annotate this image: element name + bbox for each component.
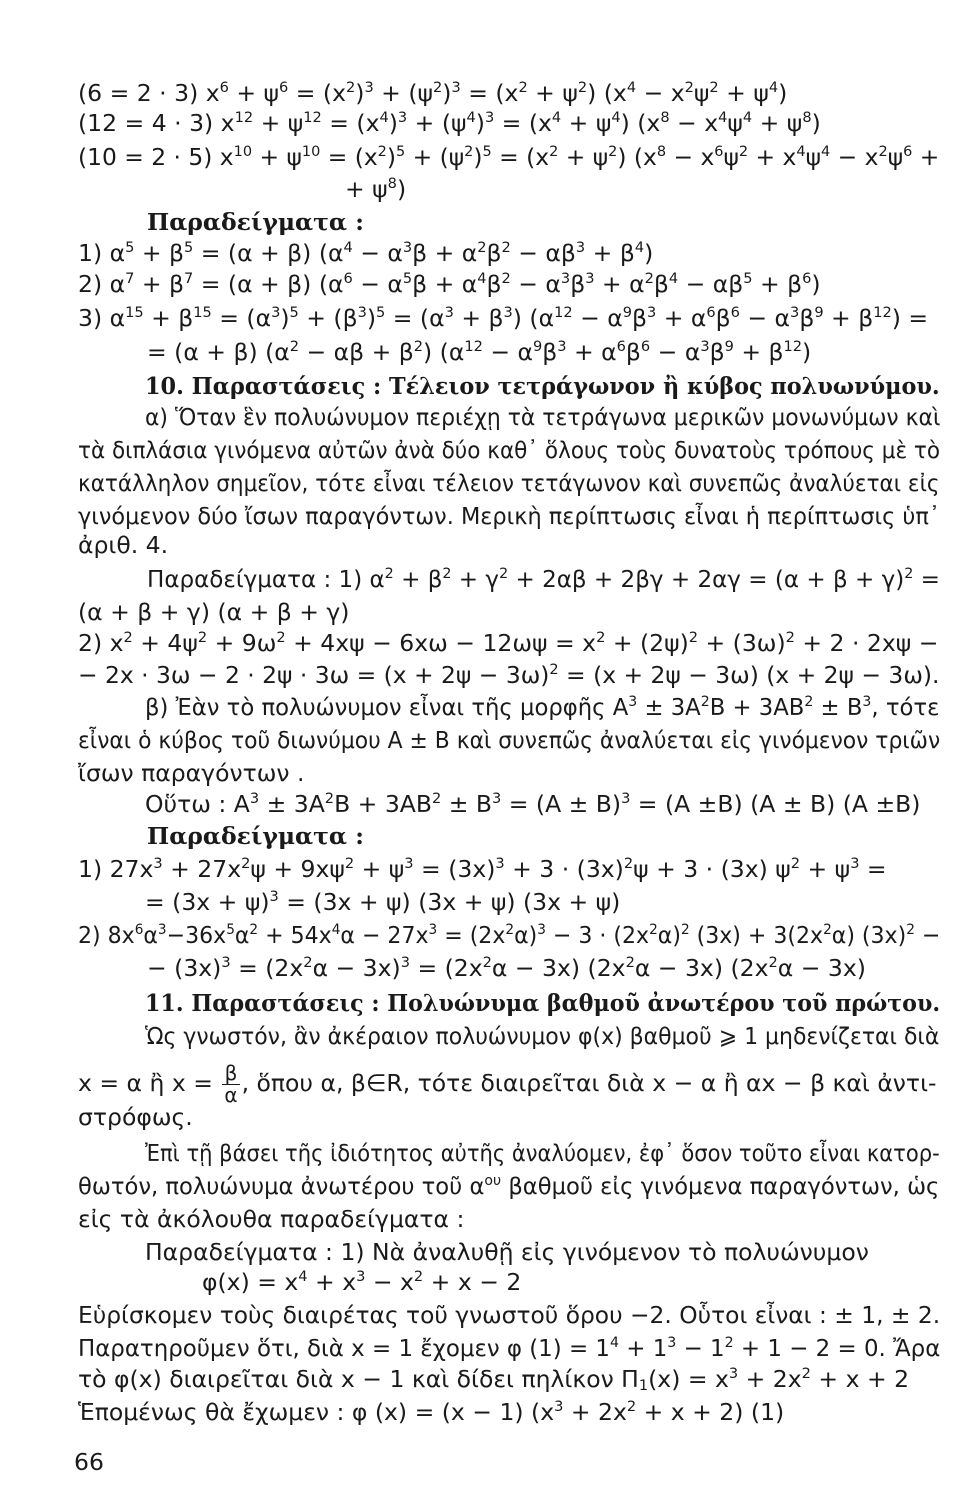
text-line: Οὕτω : $A^3 \pm 3A^2B + 3AB^2 \pm B^3 = (A \pm B)^3 = (A \pm B) (A \pm B)$ (Α ±Β)	[145, 789, 921, 818]
text-line: 1) $\alpha^5 + \beta^5 = (\alpha + \beta) (\alpha^4 - \alpha^3\beta + \alpha^2\beta^2 - \alpha\beta^3 + \beta^4)$	[78, 238, 654, 267]
text-line: Παραδείγματα : 1) Νὰ ἀναλυθῇ εἰς γινόμενον τὸ πολυώνυμον	[145, 1238, 869, 1266]
text-line: $\varphi(x) = x^4 + x^3 - x^2 + x - 2$	[202, 1267, 522, 1296]
text-line: Ὡς γνωστόν, ἂν ἀκέραιον πολυώνυμον φ(x) βαθμοῦ ⩾ 1 μηδενίζεται διὰ	[145, 1022, 940, 1050]
text-line: + $\psi^8$)	[345, 174, 407, 203]
text-line: γινόμενον δύο ἴσων παραγόντων. Μερικὴ περίπτωσις εἶναι ἡ περίπτωσις ὑπ᾽	[78, 502, 941, 530]
text-line: x = α ἢ x = $\frac{\beta}{\alpha}$ , ὅπου α, β∈R, τότε διαιρεῖται διὰ x − α ἢ αx − β καὶ ἀντι-	[78, 1061, 937, 1107]
text-line: εἰς τὰ ἀκόλουθα παραδείγματα :	[78, 1205, 465, 1233]
text-line: − $2x \cdot 3\omega - 2 \cdot 2\psi \cdot 3\omega = (x + 2\psi - 3\omega)^2 = (x + 2\psi - 3\omega)$ (x + 2ψ − 3ω).	[78, 660, 940, 689]
text-line: τὰ διπλάσια γινόμενα αὐτῶν ἀνὰ δύο καθ᾽ ὅλους τοὺς δυνατοὺς τρόπους μὲ τὸ	[78, 436, 941, 464]
text-line: ἀριθ. 4.	[78, 531, 169, 559]
text-line: Ἐπὶ τῇ βάσει τῆς ἰδιότητος αὐτῆς ἀναλύομεν, ἐφ᾽ ὅσον τοῦτο εἶναι κατορ-	[145, 1139, 940, 1167]
text-line: εἶναι ὁ κύβος τοῦ διωνύμου Α ± Β καὶ συνεπῶς ἀναλύεται εἰς γινόμενον τριῶν	[78, 726, 941, 754]
text-line: στρόφως.	[78, 1103, 193, 1131]
text-line: (6 = 2 · 3) $x^6 + \psi^6 = (x^2)^3 + (\psi^2)^3 = (x^2 + \psi^2) (x^4 - x^2\psi^2 + \psi^4)$	[78, 78, 788, 107]
text-line: (12 = 4 · 3) $x^{12} + \psi^{12} = (x^4)^3 + (\psi^4)^3 = (x^4 + \psi^4) (x^8 - x^4\psi^4 + \psi^8)$	[78, 108, 821, 137]
text-line: = $(3x + \psi)^3 = (3x + \psi)$ (3x + ψ) (3x + ψ)	[145, 887, 621, 916]
page-number: 66	[74, 1448, 104, 1476]
text-line: 2) $\alpha^7 + \beta^7 = (\alpha + \beta) (\alpha^6 - \alpha^5\beta + \alpha^4\beta^2 - \alpha^3\beta^3 + \alpha^2\beta^4 - \alpha\beta^5 + \beta^6)$	[78, 269, 821, 298]
text-line: Παρατηροῦμεν ὅτι, διὰ x = 1 ἔχομεν φ $(1) = 1^4 + 1^3 - 1^2 + 1 - 2 = 0$. Ἄρα	[78, 1333, 941, 1362]
text-line: 3) $\alpha^{15} + \beta^{15} = (\alpha^3)^5 + (\beta^3)^5 = (\alpha^3 + \beta^3) (\alpha^{12} - \alpha^9\beta^3 + \alpha^6\beta^6 - \alpha^3\beta^9 + \beta^{12})$ =	[78, 303, 929, 332]
text-line: Παραδείγματα : 1) $\alpha^2 + \beta^2 + \gamma^2 + 2\alpha\beta + 2\beta\gamma + 2\alpha\gamma = (\alpha + \beta + \gamma)^2$ =	[147, 564, 940, 593]
examples-heading: Παραδείγματα :	[147, 208, 364, 236]
text-line: = (α + β) $(\alpha^2 - \alpha\beta + \beta^2) (\alpha^{12} - \alpha^9\beta^3 + \alpha^6\beta^6 - \alpha^3\beta^9 + \beta^{12})$	[147, 337, 812, 366]
text-line: κατάλληλον σημεῖον, τότε εἶναι τέλειον τετάγωνον καὶ συνεπῶς ἀναλύεται εἰς	[78, 469, 940, 497]
text-line: 1) $27x^3 + 27x^2\psi + 9x\psi^2 + \psi^3 = (3x)^3 + 3 \cdot (3x)^2\psi + 3 \cdot (3x) \psi^2 + \psi^3$ =	[78, 854, 887, 883]
text-line: 2) $x^2 + 4\psi^2 + 9\omega^2 + 4x\psi - 6x\omega - 12\omega\psi = x^2 + (2\psi)^2 + (3\omega)^2 + 2 \cdot 2x\psi$ −	[78, 628, 939, 657]
section-heading-11: 11. Παραστάσεις : Πολυώνυμα βαθμοῦ ἀνωτέρου τοῦ πρώτου.	[145, 989, 941, 1017]
examples-heading: Παραδείγματα :	[147, 822, 364, 850]
text-line: τὸ φ(x) διαιρεῖται διὰ x − 1 καὶ δίδει πηλίκον $\Pi_1(x) = x^3 + 2x^2 + x + 2$	[78, 1364, 910, 1394]
text-line: 2) $8x^6\alpha^3-36x^5\alpha^2 + 54x^4\alpha - 27x^3 = (2x^2\alpha)^3 - 3 \cdot (2x^2\alpha)^2$ $(3x) + 3(2x^2\alpha) (3x)^2$ −	[78, 920, 941, 949]
text-line: α) Ὅταν ἓν πολυώνυμον περιέχῃ τὰ τετράγωνα μερικῶν μονωνύμων καὶ	[145, 403, 941, 431]
text-line: β) Ἐὰν τὸ πολυώνυμον εἶναι τῆς μορφῆς $A^3 \pm 3A^2B + 3AB^2 \pm B^3$, τότε	[145, 692, 940, 721]
section-heading-10: 10. Παραστάσεις : Τέλειον τετράγωνον ἢ κύβος πολυωνύμου.	[145, 372, 940, 400]
text-line: (10 = 2 · 5) $x^{10} + \psi^{10} = (x^2)^5 + (\psi^2)^5 = (x^2 + \psi^2) (x^8 - x^6\psi^2 + x^4\psi^4 - x^2\psi^6$ +	[78, 142, 940, 171]
text-line: Ἑπομένως θὰ ἔχωμεν : φ (x) = (x − 1) $(x^3 + 2x^2 + x + 2)$ (1)	[78, 1397, 785, 1426]
text-line: − $(3x)^3 = (2x^2\alpha - 3x)^3 = (2x^2\alpha - 3x) (2x^2\alpha - 3x) (2x^2\alpha - 3x)$	[147, 953, 866, 982]
text-line: θωτόν, πολυώνυμα ἀνωτέρου τοῦ $\alpha^{o\upsilon}$ βαθμοῦ εἰς γινόμενα παραγόντων, ὡς	[78, 1171, 940, 1200]
text-line: Εὑρίσκομεν τοὺς διαιρέτας τοῦ γνωστοῦ ὅρου −2. Οὗτοι εἶναι : ± 1, ± 2.	[78, 1301, 941, 1329]
text-line: (α + β + γ) (α + β + γ)	[78, 598, 350, 626]
text-line: ἴσων παραγόντων .	[78, 759, 305, 787]
